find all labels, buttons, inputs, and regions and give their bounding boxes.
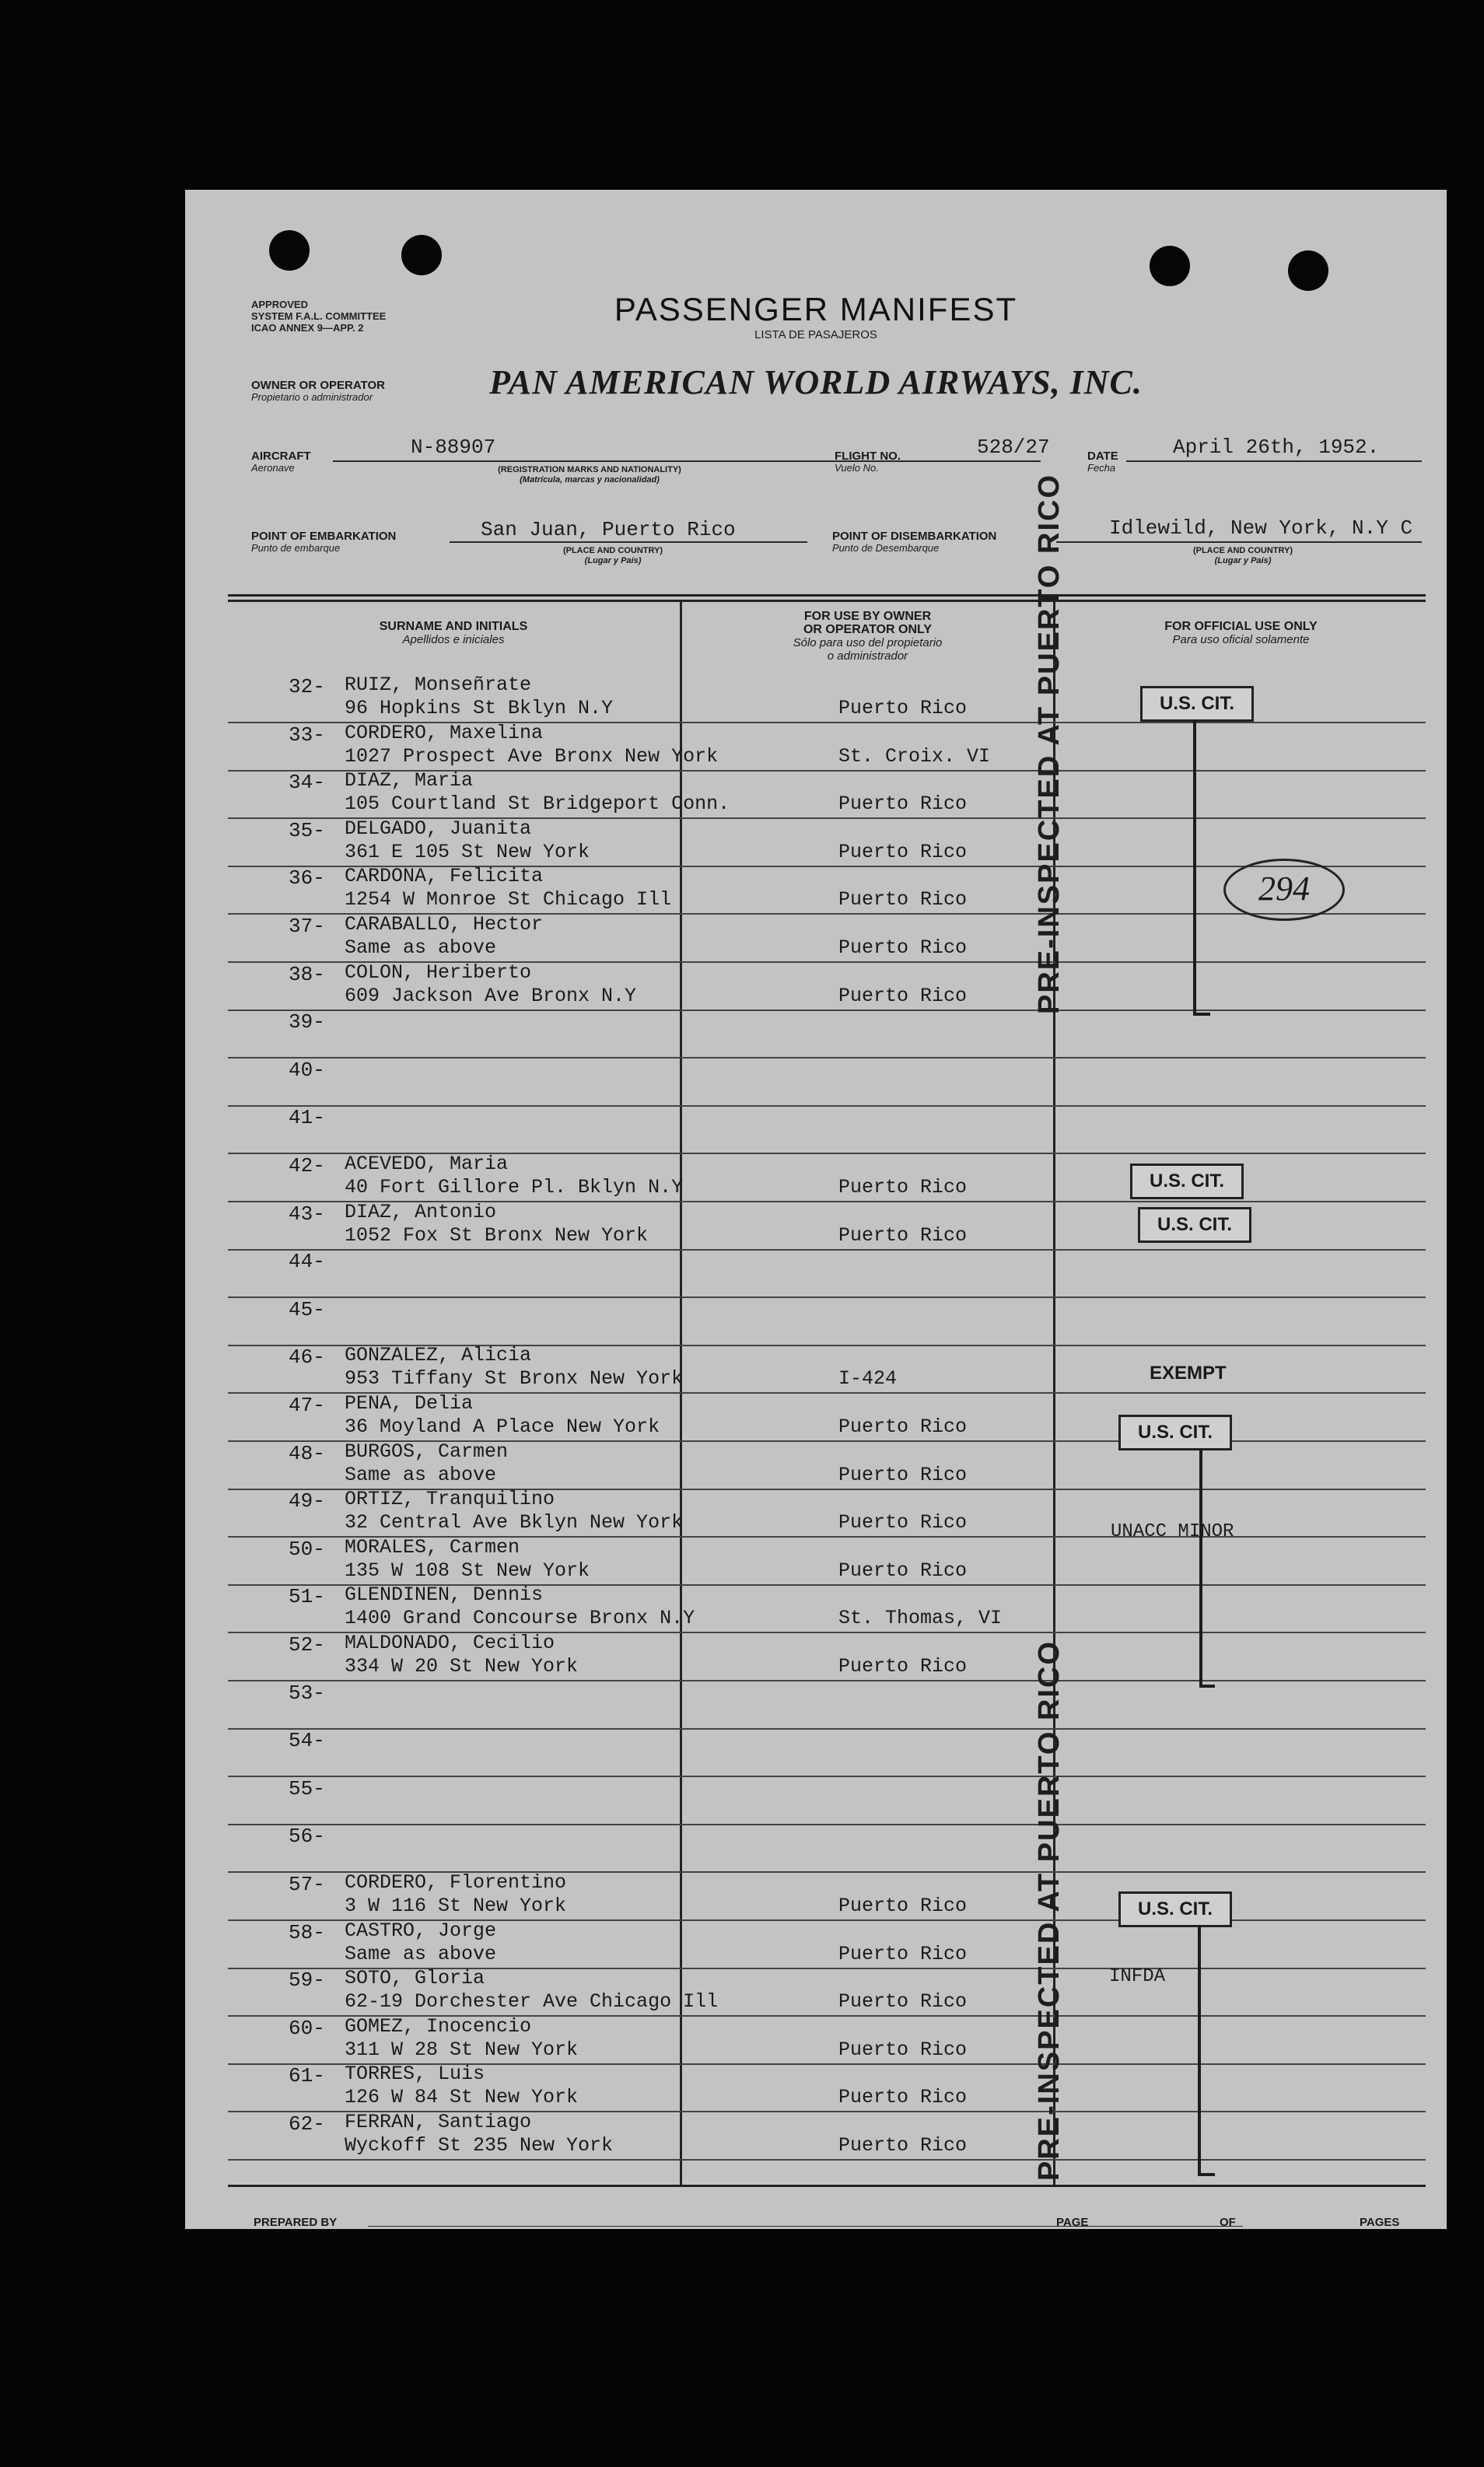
passenger-address: 1027 Prospect Ave Bronx New York: [345, 744, 719, 768]
passenger-name: MALDONADO, Cecilio: [345, 1632, 555, 1654]
of-label: OF: [1220, 2216, 1236, 2229]
surname-column-header: SURNAME AND INITIALS Apellidos e iniciales: [379, 620, 528, 646]
operator-use-value: Puerto Rico: [838, 1655, 968, 1678]
flight-label: FLIGHT NO. Vuelo No.: [835, 450, 901, 474]
operator-use-value: Puerto Rico: [838, 936, 968, 959]
operator-use-value: Puerto Rico: [838, 1895, 968, 1917]
row-number: 59-: [289, 1968, 325, 1993]
passenger-address: 126 W 84 St New York: [345, 2086, 579, 2109]
disembarkation-label: POINT OF DISEMBARKATION Punto de Desembarque: [832, 530, 997, 554]
row-number: 37-: [289, 915, 325, 938]
punch-hole: [1288, 250, 1328, 291]
passenger-row: [228, 1727, 1426, 1777]
aircraft-value: N-88907: [411, 436, 496, 459]
passenger-row: [228, 2111, 1426, 2161]
row-number: 32-: [289, 675, 325, 698]
passenger-name: GONZALEZ, Alicia: [345, 1344, 532, 1367]
passenger-address: 40 Fort Gillore Pl. Bklyn N.Y: [345, 1176, 684, 1199]
passenger-name: CORDERO, Maxelina: [345, 721, 544, 744]
passenger-address: 135 W 108 St New York: [345, 1559, 590, 1582]
operator-use-value: Puerto Rico: [838, 1223, 968, 1247]
row-number: 61-: [289, 2064, 325, 2088]
row-number: 53-: [289, 1681, 325, 1705]
passenger-row: [228, 1344, 1426, 1394]
passenger-address: 953 Tiffany St Bronx New York: [345, 1367, 684, 1391]
bracket-line: [1198, 1926, 1201, 2175]
passenger-address: 3 W 116 St New York: [345, 1895, 567, 1917]
punch-hole: [401, 235, 442, 275]
date-value: April 26th, 1952.: [1173, 436, 1380, 459]
passenger-name: SOTO, Gloria: [345, 1967, 485, 1990]
row-number: 43-: [289, 1202, 325, 1226]
row-number: 54-: [289, 1729, 325, 1753]
passenger-row: [228, 1967, 1426, 2017]
passenger-row: [228, 1248, 1426, 1298]
disembarkation-value: Idlewild, New York, N.Y C: [1109, 516, 1413, 540]
page-label: PAGE: [1056, 2216, 1089, 2229]
passenger-name: PENA, Delia: [345, 1392, 474, 1415]
passenger-address: 105 Courtland St Bridgeport Conn.: [345, 793, 730, 816]
row-number: 45-: [289, 1297, 325, 1321]
passenger-row: [228, 1296, 1426, 1346]
passenger-address: 36 Moyland A Place New York: [345, 1415, 660, 1438]
bracket-line: [1193, 720, 1196, 1016]
company-name: PAN AMERICAN WORLD AIRWAYS, INC.: [489, 363, 1143, 401]
us-citizen-stamp: U.S. CIT.: [1130, 1164, 1244, 1199]
passenger-name: MORALES, Carmen: [345, 1535, 520, 1559]
passenger-row: [228, 1776, 1426, 1825]
row-number: 57-: [289, 1873, 325, 1896]
passenger-row: [228, 1153, 1426, 1202]
passenger-address: Same as above: [345, 936, 497, 959]
passenger-count-annotation: 294: [1223, 859, 1345, 921]
row-number: 38-: [289, 962, 325, 986]
embarkation-label: POINT OF EMBARKATION Punto de embarque: [251, 530, 397, 554]
passenger-name: DELGADO, Juanita: [345, 817, 532, 840]
date-label: DATE Fecha: [1087, 450, 1118, 474]
row-number: 56-: [289, 1825, 325, 1849]
registration-caption: (REGISTRATION MARKS AND NATIONALITY) (Matrícula, marcas y nacionalidad): [498, 465, 681, 485]
passenger-row: [228, 1680, 1426, 1730]
passenger-row: [228, 722, 1426, 772]
passenger-row: [228, 1871, 1426, 1921]
form-subtitle: LISTA DE PASAJEROS: [754, 328, 877, 341]
row-number: 41-: [289, 1106, 325, 1130]
passenger-address: 96 Hopkins St Bklyn N.Y: [345, 697, 614, 719]
operator-use-value: Puerto Rico: [838, 2134, 968, 2157]
row-number: 36-: [289, 866, 325, 891]
pre-inspected-stamp: PRE-INSPECTED AT PUERTO RICO: [1033, 473, 1066, 1014]
operator-use-value: Puerto Rico: [838, 1176, 968, 1199]
passenger-name: FERRAN, Santiago: [345, 2111, 532, 2133]
row-number: 62-: [289, 2112, 325, 2136]
passenger-address: 334 W 20 St New York: [345, 1655, 579, 1678]
row-number: 39-: [289, 1010, 325, 1034]
row-number: 55-: [289, 1776, 325, 1800]
passenger-name: DIAZ, Maria: [345, 769, 474, 793]
passenger-row: [228, 1009, 1426, 1059]
operator-use-value: Puerto Rico: [838, 697, 968, 719]
row-number: 60-: [289, 2016, 325, 2040]
passenger-row: [228, 1823, 1426, 1873]
passenger-name: ORTIZ, Tranquilino: [345, 1488, 555, 1511]
row-number: 44-: [289, 1250, 325, 1274]
passenger-row: [228, 769, 1426, 819]
operator-use-value: Puerto Rico: [838, 2086, 968, 2109]
punch-hole: [1150, 246, 1190, 286]
approval-block: APPROVED SYSTEM F.A.L. COMMITTEE ICAO ANNEX 9—APP. 2: [251, 299, 387, 334]
passenger-row: [228, 2015, 1426, 2065]
passenger-address: Same as above: [345, 1942, 497, 1965]
row-number: 35-: [289, 818, 325, 842]
row-number: 34-: [289, 771, 325, 795]
row-number: 51-: [289, 1585, 325, 1609]
passenger-address: Same as above: [345, 1463, 497, 1486]
operator-use-value: St. Croix. VI: [838, 744, 991, 768]
operator-use-value: Puerto Rico: [838, 1511, 968, 1534]
passenger-name: GLENDINEN, Dennis: [345, 1583, 544, 1607]
punch-hole: [269, 230, 310, 271]
us-citizen-stamp: U.S. CIT.: [1138, 1207, 1251, 1243]
row-number: 47-: [289, 1394, 325, 1417]
passenger-address: 609 Jackson Ave Bronx N.Y: [345, 984, 637, 1007]
passenger-row: [228, 1104, 1426, 1154]
passenger-row: [228, 913, 1426, 963]
operator-use-value: I-424: [838, 1367, 898, 1391]
passenger-address: 311 W 28 St New York: [345, 2038, 579, 2061]
owner-label: OWNER OR OPERATOR Propietario o administrador: [251, 379, 385, 403]
manifest-sheet: APPROVED SYSTEM F.A.L. COMMITTEE ICAO ANNEX 9—APP. 2 PASSENGER MANIFEST LISTA DE PASAJEROS OWNER OR OPERATOR Propietario o administrador PAN AMERICAN WORLD AIRWAYS, INC. AIRCRAFT Aeronave N-88907 (REGISTRATION MARKS AND NATIONALITY) (Matrícula, marcas y nacionalidad) FLIGHT NO. Vuelo No. 528/27 DATE Fecha April 26th, 1952. POINT OF EMBARKATION Punto de embarque San Juan, Puerto Rico (PLACE AND COUNTRY) (Lugar y País) POINT OF DISEMBARKATION Punto de Desembarque Idlewild, New York, N.Y C (PLACE AND COUNTRY) (Lugar y País) SURNAME AND INITIALS Apellidos e iniciales FOR USE BY OWNER OR OPERATOR ONLY Sólo para uso del propietario o administrador FOR OFFICIAL USE ONLY Para uso oficial solamente 32- RUIZ, Monseñrate 96 Hopkins St Bklyn N.Y Puerto Rico 33- CORDERO, Maxelina 1027 Prospect Ave Bronx New York St. Croix. VI 34- DIAZ, Maria 105 Courtland St Bridgeport Conn. Puerto Rico 35- DELGADO, Juanita 361 E 105 St New York Puerto Rico 36- CARDONA, Felicita 1254 W Monroe St Chicago Ill Puerto Rico 37- CARABALLO, Hector Same as above Puerto Rico 38- COLON, Heriberto 609 Jackson Ave Bronx N.Y Puerto Rico 39- 40- 41- 42- ACEVEDO, Maria 40 Fort Gillore Pl. Bklyn N.Y Puerto Rico 43- DIAZ, Antonio 1052 Fox St Bronx New York Puerto Rico 44- 45- 46- GONZALEZ, Alicia 953 Tiffany St Bronx New York I-424 47- PENA, Delia 36 Moyland A Place New York Puerto Rico 48- BURGOS, Carmen Same as above Puerto Rico 49- ORTIZ, Tranquilino 32 Central Ave Bklyn New York Puerto Rico 50- MORALES, Carmen 135 W 108 St New York Puerto Rico 51- GLENDINEN, Dennis 1400 Grand Concourse Bronx N.Y St. Thomas, VI 52- MALDONADO, Cecilio 334 W 20 St New York Puerto Rico 53- 54- 55- 56- 57- CORDERO, Florentino 3 W 116 St New York Puerto Rico 58- CASTRO, Jorge Same as above Puerto Rico 59- SOTO, Gloria 62-19 Dorchester Ave Chicago Ill Puerto Rico 60- GOMEZ, Inocencio 311 W 28 St New York Puerto Rico 61- TORRES, Luis 126 W 84 St New York Puerto Rico 62- FERRAN, Santiago Wyckoff St 235 New York Puerto Rico U.S. CIT. 294 U.S. CIT. U.S. CIT. EXEMPT U.S. CIT. UNACC MINOR U.S. CIT. INFDA PRE-INSPECTED AT PUERTO RICO PRE-INSPECTED AT PUERTO RICO PREPARED BY PAGE OF PAGES: [185, 190, 1447, 2229]
row-number: 40-: [289, 1058, 325, 1082]
passenger-name: COLON, Heriberto: [345, 961, 532, 984]
row-number: 46-: [289, 1345, 325, 1370]
operator-use-value: Puerto Rico: [838, 984, 968, 1007]
passenger-name: GOMEZ, Inocencio: [345, 2014, 532, 2038]
infda-note: INFDA: [1109, 1966, 1166, 1987]
passenger-row: [228, 1919, 1426, 1969]
passenger-name: CORDERO, Florentino: [345, 1871, 567, 1894]
embarkation-value: San Juan, Puerto Rico: [481, 518, 736, 541]
row-number: 48-: [289, 1441, 325, 1465]
us-citizen-stamp: U.S. CIT.: [1118, 1415, 1232, 1450]
passenger-address: 32 Central Ave Bklyn New York: [345, 1511, 684, 1534]
passenger-address: 1254 W Monroe St Chicago Ill: [345, 888, 672, 912]
passenger-row: [228, 1057, 1426, 1107]
passenger-name: BURGOS, Carmen: [345, 1440, 509, 1463]
passenger-address: 62-19 Dorchester Ave Chicago Ill: [345, 1990, 719, 2014]
passenger-row: [228, 961, 1426, 1011]
pre-inspected-stamp: PRE-INSPECTED AT PUERTO RICO: [1033, 1639, 1066, 2181]
row-number: 58-: [289, 1920, 325, 1944]
passenger-address: 1052 Fox St Bronx New York: [345, 1223, 649, 1247]
official-column-header: FOR OFFICIAL USE ONLY Para uso oficial solamente: [1164, 620, 1318, 646]
operator-use-value: Puerto Rico: [838, 888, 968, 912]
row-number: 49-: [289, 1489, 325, 1513]
operator-use-value: Puerto Rico: [838, 1942, 968, 1965]
row-number: 33-: [289, 723, 325, 747]
passenger-name: DIAZ, Antonio: [345, 1200, 497, 1223]
row-number: 52-: [289, 1633, 325, 1657]
pages-label: PAGES: [1360, 2216, 1400, 2229]
us-citizen-stamp: U.S. CIT.: [1140, 686, 1254, 722]
passenger-row: [228, 1392, 1426, 1442]
prepared-by-label: PREPARED BY: [254, 2216, 338, 2229]
operator-use-value: St. Thomas, VI: [838, 1607, 1003, 1630]
row-number: 42-: [289, 1154, 325, 1178]
operator-use-value: Puerto Rico: [838, 1990, 968, 2014]
passenger-row: [228, 1488, 1426, 1538]
operator-use-value: Puerto Rico: [838, 1415, 968, 1438]
passenger-row: [228, 1536, 1426, 1586]
passenger-name: CARDONA, Felicita: [345, 865, 544, 888]
passenger-row: [228, 1440, 1426, 1490]
operator-use-value: Puerto Rico: [838, 2038, 968, 2061]
passenger-row: [228, 817, 1426, 867]
passenger-row: [228, 1632, 1426, 1681]
passenger-row: [228, 1583, 1426, 1633]
aircraft-label: AIRCRAFT Aeronave: [251, 450, 311, 474]
passenger-address: 1400 Grand Concourse Bronx N.Y: [345, 1607, 695, 1630]
operator-column-header: FOR USE BY OWNER OR OPERATOR ONLY Sólo para uso del propietario o administrador: [793, 610, 943, 663]
bracket-line: [1199, 1450, 1202, 1687]
passenger-name: CASTRO, Jorge: [345, 1919, 497, 1942]
flight-value: 528/27: [977, 436, 1050, 459]
unaccompanied-minor-note: UNACC MINOR: [1111, 1521, 1234, 1542]
passenger-name: ACEVEDO, Maria: [345, 1153, 509, 1175]
passenger-address: 361 E 105 St New York: [345, 840, 590, 863]
operator-use-value: Puerto Rico: [838, 840, 968, 863]
us-citizen-stamp: U.S. CIT.: [1118, 1891, 1232, 1927]
passenger-name: RUIZ, Monseñrate: [345, 674, 532, 696]
passenger-row: [228, 2063, 1426, 2112]
row-number: 50-: [289, 1537, 325, 1561]
passenger-name: TORRES, Luis: [345, 2063, 485, 2086]
passenger-name: CARABALLO, Hector: [345, 913, 544, 936]
operator-use-value: Puerto Rico: [838, 793, 968, 816]
operator-use-value: Puerto Rico: [838, 1463, 968, 1486]
passenger-address: Wyckoff St 235 New York: [345, 2134, 614, 2157]
exempt-label: EXEMPT: [1150, 1363, 1227, 1384]
operator-use-value: Puerto Rico: [838, 1559, 968, 1582]
form-title: PASSENGER MANIFEST: [614, 291, 1018, 327]
